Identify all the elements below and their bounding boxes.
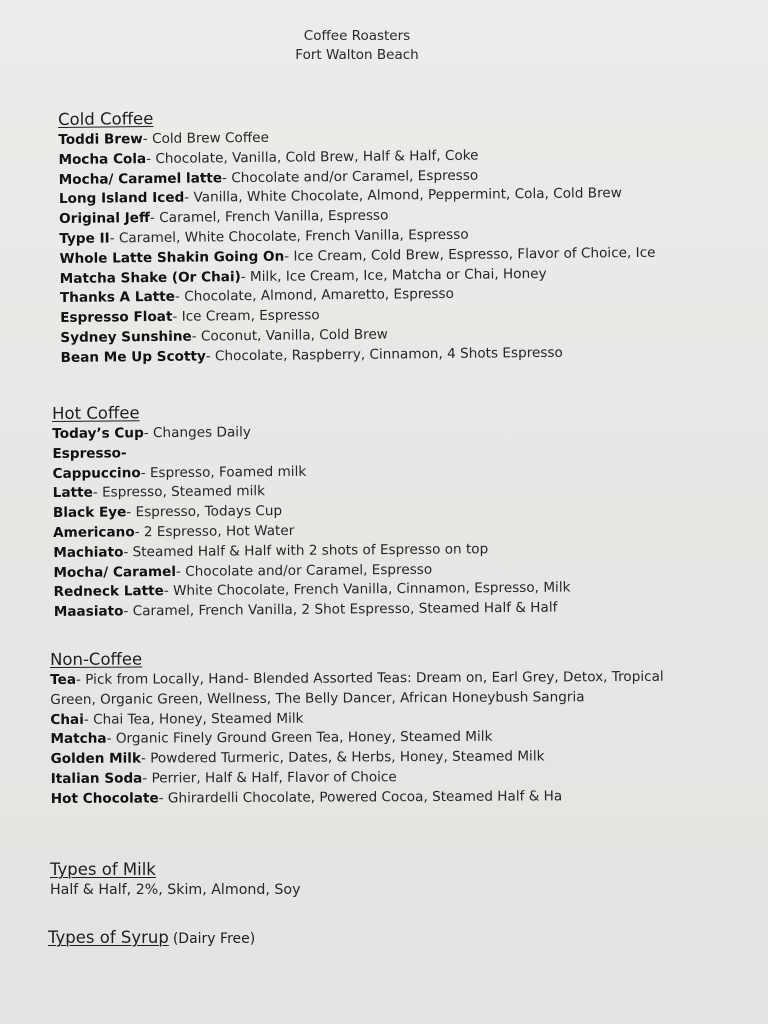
item-description: - Chai Tea, Honey, Steamed Milk [83, 710, 304, 728]
item-name: Sydney Sunshine [60, 328, 192, 346]
item-description: - 2 Espresso, Hot Water [134, 522, 295, 541]
item-name: Maasiato [53, 603, 124, 621]
milk-list [50, 881, 750, 901]
item-name: Type II [59, 230, 110, 247]
item-description: - Changes Daily [143, 424, 251, 442]
item-description: - Milk, Ice Cream, Ice, Matcha or Chai, Honey [240, 265, 547, 285]
hot-coffee-section [52, 398, 754, 623]
item-description: - Caramel, French Vanilla, 2 Shot Espresso, Steamed Half & Half [123, 599, 558, 620]
item-name: Matcha [50, 731, 107, 748]
item-description: - Steamed Half & Half with 2 shots of Espresso on top [123, 540, 489, 561]
item-name: Golden Milk [50, 750, 142, 768]
item-name: Redneck Latte [53, 583, 164, 601]
hot-coffee-title: Hot Coffee [52, 403, 140, 423]
item-name: Black Eye [52, 504, 127, 522]
item-description: - Espresso, Foamed milk [140, 463, 307, 481]
item-description: - Cold Brew Coffee [142, 129, 269, 148]
item-description: - Ice Cream, Espresso [172, 307, 320, 325]
item-name: Americano [53, 524, 135, 541]
item-description: - Organic Finely Ground Green Tea, Honey, Steamed Milk [106, 729, 493, 748]
types-of-syrup-section [48, 928, 748, 950]
types-of-milk-section [50, 860, 750, 901]
item-name: Espresso Float [60, 308, 173, 327]
item-name: Long Island Iced [58, 190, 185, 208]
item-name: Espresso- [52, 445, 127, 462]
item-name: Hot Chocolate [50, 790, 159, 807]
non-coffee-title: Non-Coffee [50, 649, 143, 669]
item-name: Mocha Cola [58, 150, 147, 168]
milk-options: Half & Half, 2%, Skim, Almond, Soy [50, 882, 301, 898]
non-coffee-section [50, 646, 751, 809]
item-description: - Caramel, White Chocolate, French Vanilla, Espresso [109, 226, 469, 247]
item-name: Latte [52, 485, 93, 502]
item-name: Tea [50, 671, 77, 688]
menu-item [50, 668, 690, 711]
item-name: Chai [50, 711, 84, 728]
types-of-syrup-heading [48, 928, 748, 949]
item-description: - Coconut, Vanilla, Cold Brew [191, 326, 388, 345]
item-description: - Espresso, Todays Cup [126, 503, 283, 521]
item-name: Matcha Shake (Or Chai) [59, 268, 241, 287]
item-description: - Espresso, Steamed milk [92, 483, 266, 502]
syrup-note: (Dairy Free) [172, 931, 256, 947]
item-name: Mocha/ Caramel latte [58, 169, 223, 188]
types-of-milk-title: Types of Milk [50, 860, 156, 879]
item-description: - Pick from Locally, Hand- Blended Assorted Teas: Dream on, Earl Grey, Detox, Tropical Green, Organic Green, Wellness, The Belly Dancer, African Honeybush Sangria [50, 668, 664, 708]
item-name: Machiato [53, 544, 124, 561]
item-description: - Powdered Turmeric, Dates, & Herbs, Honey, Steamed Milk [140, 748, 545, 767]
item-name: Toddi Brew [58, 131, 143, 148]
item-name: Italian Soda [50, 770, 143, 787]
item-name: Cappuccino [52, 464, 141, 482]
item-name: Bean Me Up Scotty [60, 348, 206, 366]
item-description: - Chocolate, Almond, Amaretto, Espresso [174, 286, 455, 306]
item-name: Today’s Cup [52, 425, 144, 442]
item-name: Original Jeff [59, 210, 151, 228]
item-description: - Vanilla, White Chocolate, Almond, Peppermint, Cola, Cold Brew [184, 185, 622, 207]
item-description: - Chocolate, Vanilla, Cold Brew, Half & Half, Coke [146, 147, 479, 167]
menu-header [0, 27, 714, 65]
shop-location: Fort Walton Beach [295, 47, 419, 63]
cold-coffee-title: Cold Coffee [58, 109, 154, 129]
item-name: Thanks A Latte [59, 289, 176, 307]
menu-item [51, 786, 751, 809]
types-of-syrup-title: Types of Syrup [48, 928, 169, 947]
item-description: - Caramel, French Vanilla, Espresso [149, 207, 389, 227]
item-description: - Ghirardelli Chocolate, Powered Cocoa, Steamed Half & Ha [158, 788, 563, 807]
cold-coffee-section [58, 103, 761, 369]
item-description: - Chocolate, Raspberry, Cinnamon, 4 Shots Espresso [205, 344, 563, 365]
item-description: - Chocolate and/or Caramel, Espresso [221, 167, 479, 186]
item-name: Mocha/ Caramel [53, 563, 177, 581]
item-description: - Ice Cream, Cold Brew, Espresso, Flavor of Choice, Ice [284, 244, 656, 265]
item-description: - Perrier, Half & Half, Flavor of Choice [142, 769, 397, 787]
item-description: - White Chocolate, French Vanilla, Cinnamon, Espresso, Milk [163, 579, 571, 600]
shop-name: Coffee Roasters [303, 28, 411, 44]
item-description: - Chocolate and/or Caramel, Espresso [175, 561, 433, 580]
item-name: Whole Latte Shakin Going On [59, 248, 285, 267]
